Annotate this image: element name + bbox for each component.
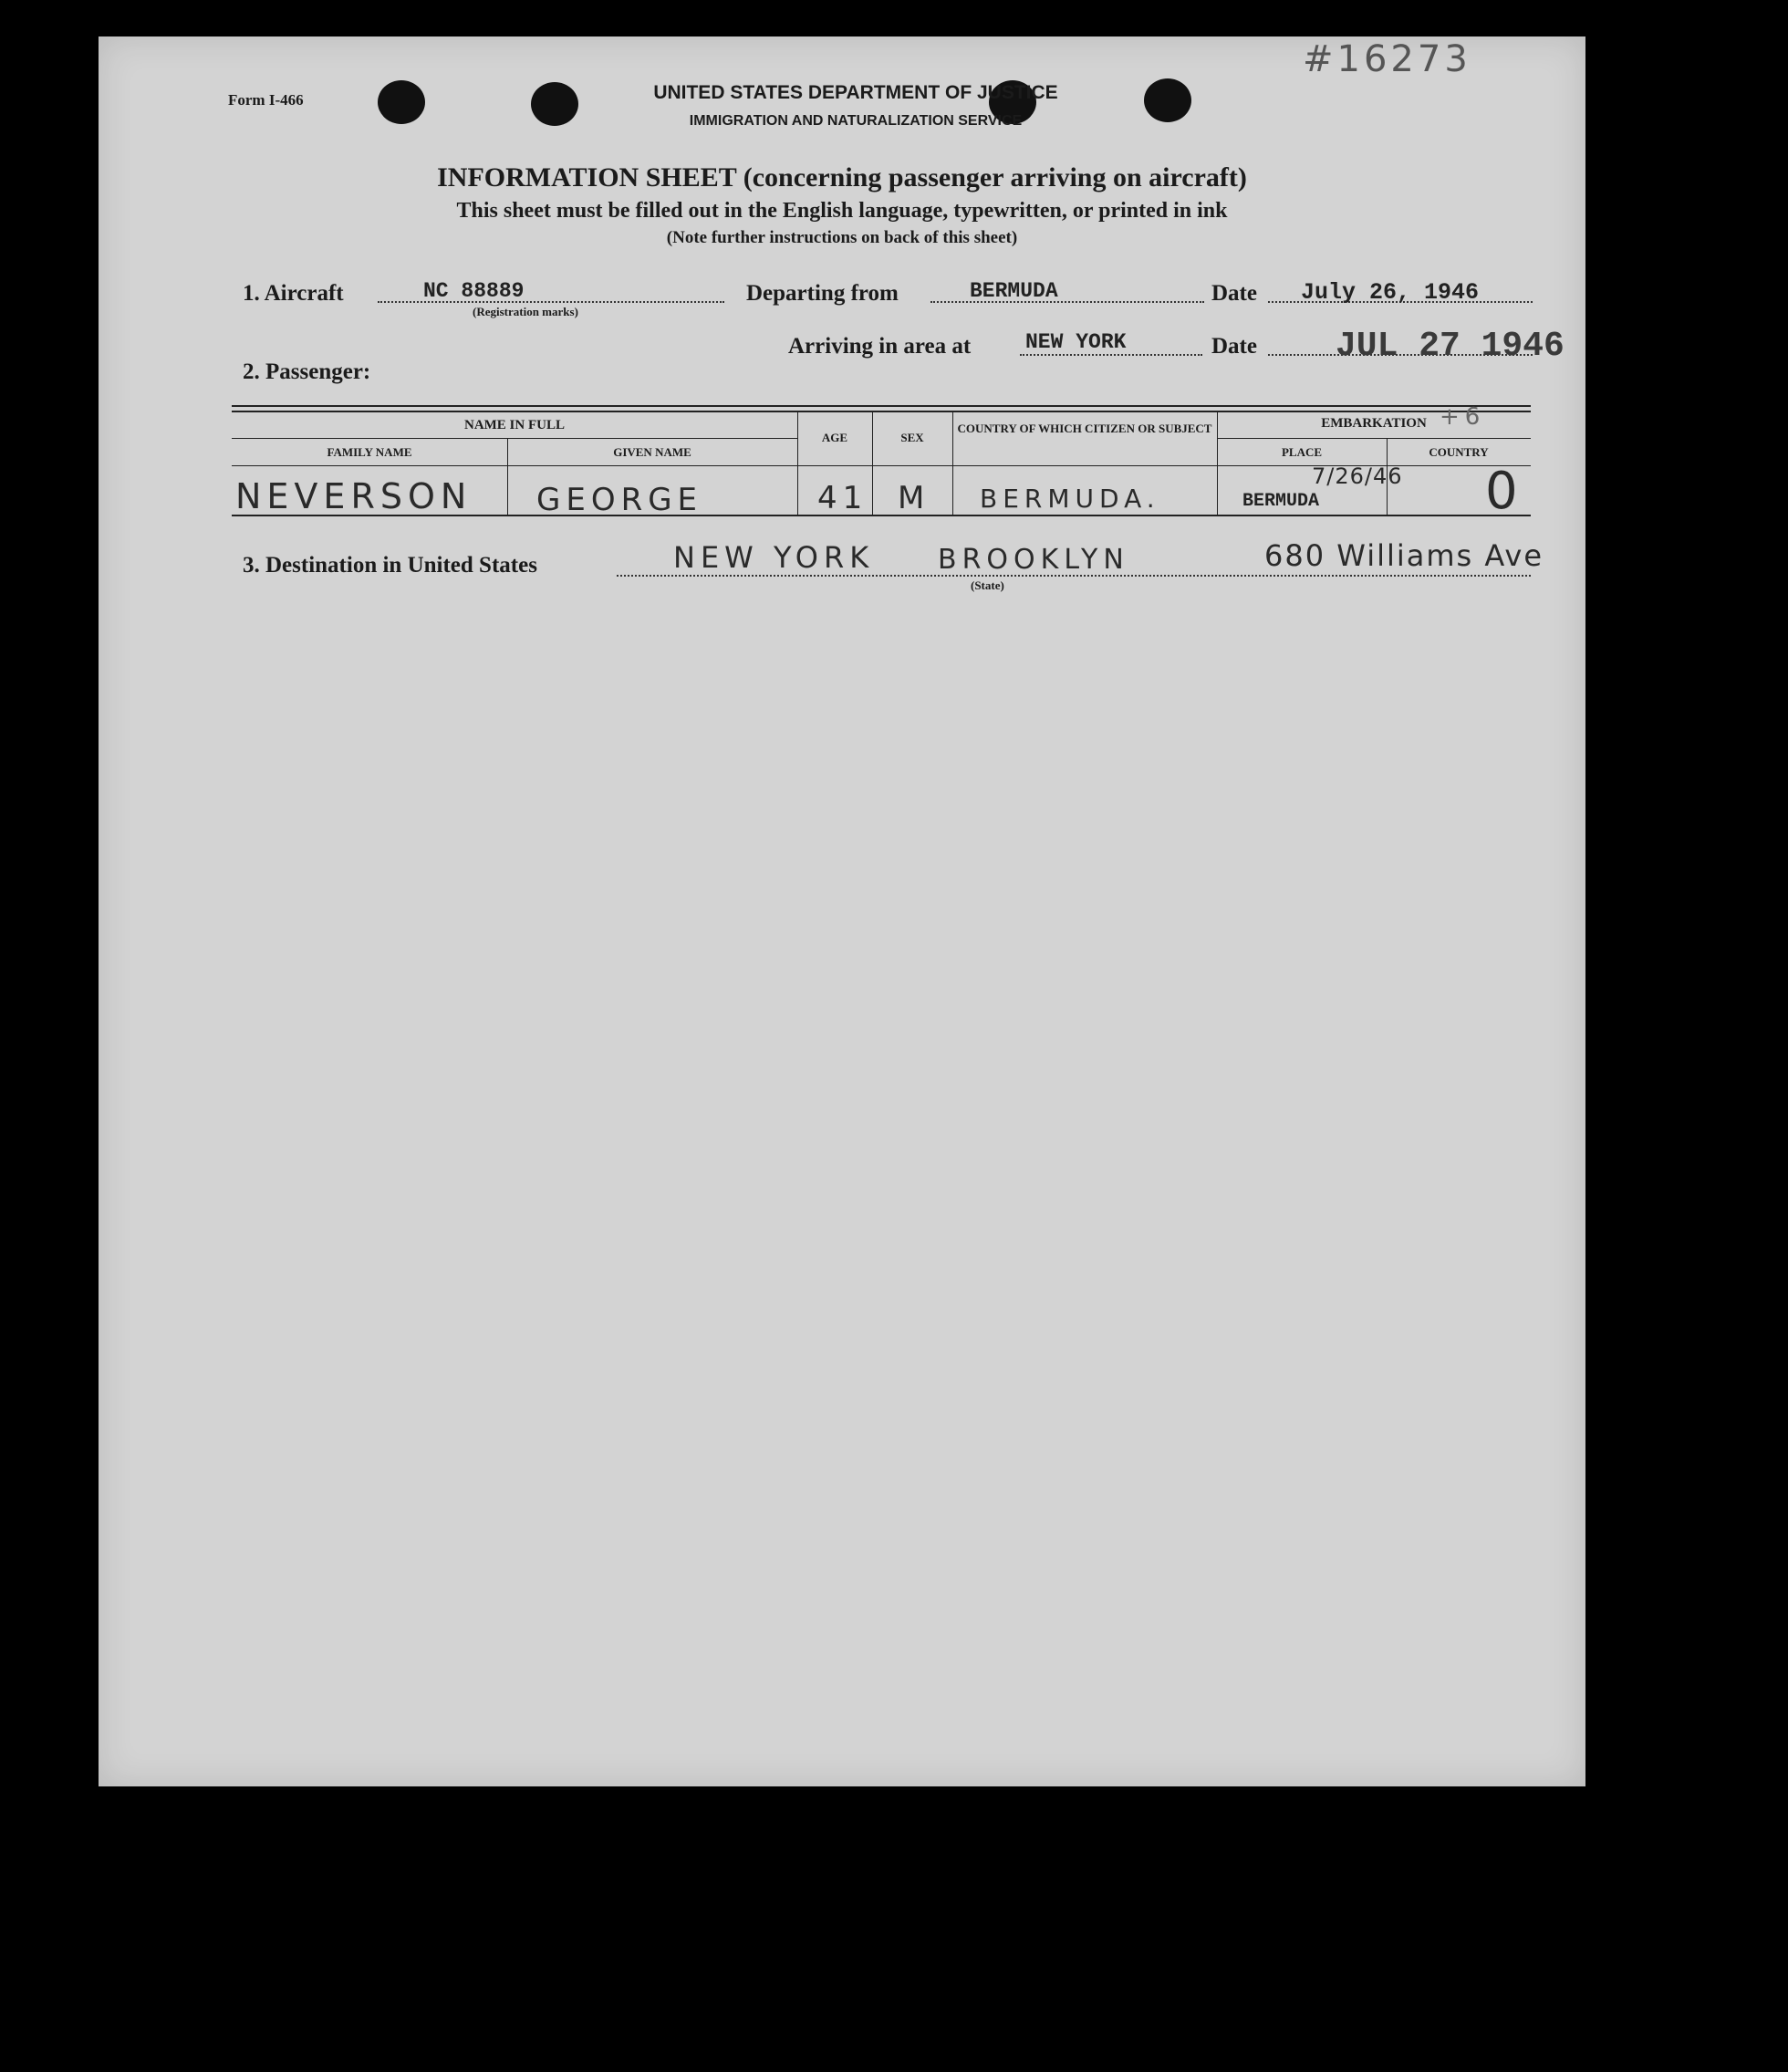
embarkation-header: EMBARKATION	[1321, 416, 1427, 431]
instructions-note: (Note further instructions on back of this sheet)	[666, 228, 1018, 247]
form-sheet	[99, 36, 1585, 1786]
arrival-date-stamp: JUL 27 1946	[1336, 327, 1564, 366]
destination-street: 680 Williams Ave	[1264, 538, 1544, 573]
arriving-value: NEW YORK	[1025, 330, 1127, 354]
family-name-header: FAMILY NAME	[327, 445, 412, 459]
department-name: UNITED STATES DEPARTMENT OF JUSTICE	[653, 82, 1058, 103]
departing-value: BERMUDA	[970, 279, 1058, 303]
registration-sublabel: (Registration marks)	[473, 305, 578, 318]
family-name-value: NEVERSON	[235, 476, 473, 516]
age-header: AGE	[821, 431, 848, 444]
arriving-label: Arriving in area at	[788, 334, 972, 359]
date-label: Date	[1211, 281, 1257, 306]
punch-hole	[531, 82, 578, 126]
page-title: INFORMATION SHEET (concerning passenger arriving on aircraft)	[437, 162, 1247, 193]
age-value: 41	[817, 480, 868, 516]
embarkation-date-value: 7/26/46	[1312, 463, 1403, 489]
punch-hole	[1144, 78, 1191, 122]
country-header: COUNTRY	[1429, 445, 1489, 459]
destination-label: 3. Destination in United States	[243, 553, 537, 578]
aircraft-value: NC 88889	[423, 279, 525, 303]
punch-hole	[378, 80, 425, 124]
embarkation-country-value: 0	[1485, 462, 1523, 521]
name-in-full-header: NAME IN FULL	[463, 418, 565, 432]
service-name: IMMIGRATION AND NATURALIZATION SERVICE	[689, 113, 1023, 129]
given-name-header: GIVEN NAME	[613, 445, 691, 459]
arrival-date-label: Date	[1211, 334, 1257, 359]
passenger-label: 2. Passenger:	[243, 359, 371, 384]
aircraft-label: 1. Aircraft	[243, 281, 344, 306]
departing-label: Departing from	[746, 281, 899, 306]
sex-header: SEX	[900, 431, 924, 444]
departure-date: July 26, 1946	[1301, 279, 1480, 306]
page-subtitle: This sheet must be filled out in the English language, typewritten, or printed in ink	[456, 199, 1228, 223]
place-header: PLACE	[1281, 445, 1323, 459]
citizen-country-value: BERMUDA.	[980, 484, 1160, 514]
citizen-country-header: COUNTRY OF WHICH CITIZEN OR SUBJECT	[957, 422, 1212, 435]
embarkation-note: +6	[1440, 403, 1486, 431]
handwritten-file-number: #16273	[1303, 38, 1471, 80]
state-sublabel: (State)	[971, 578, 1004, 592]
destination-city: BROOKLYN	[938, 544, 1129, 576]
given-name-value: GEORGE	[536, 482, 703, 518]
sex-value: M	[898, 480, 930, 516]
form-id: Form I-466	[228, 91, 304, 109]
embarkation-place-value: BERMUDA	[1242, 491, 1320, 512]
destination-state: NEW YORK	[673, 540, 875, 575]
